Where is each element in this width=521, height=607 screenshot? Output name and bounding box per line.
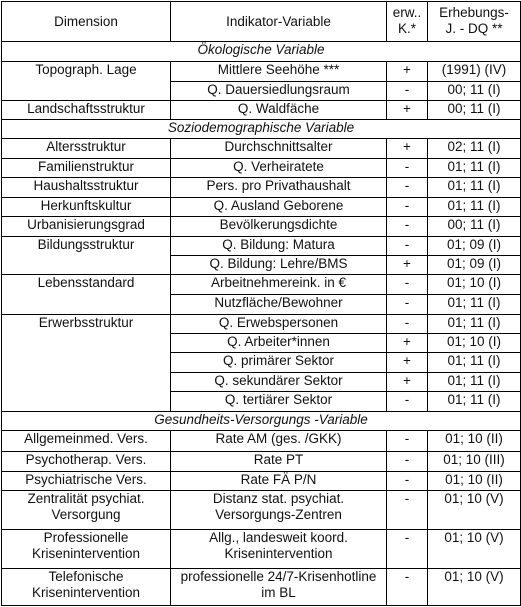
table-row	[2, 275, 521, 295]
cell-dimension	[2, 256, 171, 275]
cell-erw: -	[387, 568, 428, 605]
header-erhebung: Erhebungs- J. - DQ **	[428, 2, 521, 42]
cell-erw: -	[387, 178, 428, 197]
header-dimension: Dimension	[2, 2, 171, 42]
cell-erhebung: 01; 10 (V)	[428, 490, 521, 529]
cell-dimension: Zentralität psychiat. Versorgung	[2, 490, 171, 529]
table-row	[2, 333, 521, 352]
table-row	[2, 530, 521, 568]
table-row	[2, 490, 521, 529]
cell-indikator: professionelle 24/7-Krisenhotline im BL	[171, 568, 387, 605]
cell-indikator: Mittlere Seehöhe ***	[171, 62, 387, 81]
cell-erhebung: 01; 11 (I)	[428, 352, 521, 372]
cell-indikator: Q. Bildung: Lehre/BMS	[171, 256, 387, 275]
cell-dimension: Topograph. Lage	[2, 62, 171, 81]
table-row	[2, 352, 521, 372]
table-row	[2, 159, 521, 178]
cell-erhebung: 00; 11 (I)	[428, 216, 521, 236]
cell-indikator: Q. Erwebspersonen	[171, 314, 387, 333]
cell-dimension: Telefonische Krisenintervention	[2, 568, 171, 605]
cell-erw: -	[387, 81, 428, 100]
section-title: Soziodemographische Variable	[2, 119, 521, 138]
section-title: Gesundheits-Versorgungs -Variable	[2, 412, 521, 431]
cell-indikator: Allg., landesweit koord. Krisenintervention	[171, 530, 387, 568]
cell-erw: +	[387, 256, 428, 275]
cell-erw: +	[387, 333, 428, 352]
cell-erw: -	[387, 471, 428, 490]
cell-indikator: Distanz stat. psychiat. Versorgungs-Zentren	[171, 490, 387, 529]
cell-erw: +	[387, 352, 428, 372]
indicator-table	[1, 1, 521, 606]
cell-erhebung: 01; 10 (V)	[428, 530, 521, 568]
cell-dimension: Allgemeinmed. Vers.	[2, 431, 171, 451]
cell-dimension: Psychiatrische Vers.	[2, 471, 171, 490]
cell-indikator: Pers. pro Privathaushalt	[171, 178, 387, 197]
cell-dimension	[2, 372, 171, 391]
cell-indikator: Q. sekundärer Sektor	[171, 372, 387, 391]
cell-indikator: Arbeitnehmereink. in €	[171, 275, 387, 295]
cell-erhebung: 01; 10 (I)	[428, 275, 521, 295]
cell-indikator: Q. Dauersiedlungsraum	[171, 81, 387, 100]
cell-erw: -	[387, 295, 428, 314]
cell-dimension: Urbanisierungsgrad	[2, 216, 171, 236]
cell-indikator: Bevölkerungsdichte	[171, 216, 387, 236]
cell-indikator: Q. primärer Sektor	[171, 352, 387, 372]
cell-erw: -	[387, 431, 428, 451]
cell-erw: -	[387, 392, 428, 412]
cell-erw: +	[387, 372, 428, 391]
cell-erhebung: 02; 11 (I)	[428, 139, 521, 159]
table-row	[2, 451, 521, 471]
cell-indikator: Durchschnittsalter	[171, 139, 387, 159]
cell-erhebung: 01; 11 (I)	[428, 159, 521, 178]
cell-indikator: Q. Arbeiter*innen	[171, 333, 387, 352]
header-erw: erw.. K.*	[387, 2, 428, 42]
table-body	[2, 2, 521, 606]
cell-erw: +	[387, 100, 428, 119]
cell-erw: -	[387, 451, 428, 471]
cell-dimension	[2, 392, 171, 412]
header-indikator: Indikator-Variable	[171, 2, 387, 42]
table-row	[2, 216, 521, 236]
table-row	[2, 256, 521, 275]
table-row	[2, 178, 521, 197]
cell-indikator: Rate FÄ P/N	[171, 471, 387, 490]
cell-dimension: Altersstruktur	[2, 139, 171, 159]
cell-erw: -	[387, 216, 428, 236]
cell-dimension: Herkunftskultur	[2, 197, 171, 216]
cell-erhebung: 01; 11 (I)	[428, 372, 521, 391]
table-row	[2, 197, 521, 216]
cell-dimension	[2, 352, 171, 372]
section-row	[2, 412, 521, 431]
cell-erhebung: 01; 11 (I)	[428, 197, 521, 216]
cell-dimension: Erwerbsstruktur	[2, 314, 171, 333]
cell-dimension: Lebensstandard	[2, 275, 171, 295]
header-row	[2, 2, 521, 42]
cell-erhebung: 00; 11 (I)	[428, 81, 521, 100]
table-row	[2, 100, 521, 119]
table-row	[2, 431, 521, 451]
table-row	[2, 139, 521, 159]
cell-erhebung: 01; 11 (I)	[428, 314, 521, 333]
cell-erhebung: 01; 09 (I)	[428, 236, 521, 255]
cell-erhebung: 01; 10 (V)	[428, 568, 521, 605]
cell-dimension: Haushaltsstruktur	[2, 178, 171, 197]
cell-erhebung: 00; 11 (I)	[428, 100, 521, 119]
cell-dimension: Professionelle Krisenintervention	[2, 530, 171, 568]
table-row	[2, 471, 521, 490]
cell-erhebung: (1991) (IV)	[428, 62, 521, 81]
table-row	[2, 236, 521, 255]
cell-erw: -	[387, 490, 428, 529]
section-row	[2, 42, 521, 62]
cell-erw: -	[387, 530, 428, 568]
cell-indikator: Q. Ausland Geborene	[171, 197, 387, 216]
cell-dimension: Bildungsstruktur	[2, 236, 171, 255]
cell-erhebung: 01; 11 (I)	[428, 392, 521, 412]
cell-erw: -	[387, 197, 428, 216]
cell-erhebung: 01; 10 (I)	[428, 333, 521, 352]
cell-dimension	[2, 81, 171, 100]
cell-dimension: Psychotherap. Vers.	[2, 451, 171, 471]
table-row	[2, 372, 521, 391]
cell-erhebung: 01; 11 (I)	[428, 178, 521, 197]
table-row	[2, 81, 521, 100]
cell-erhebung: 01; 10 (II)	[428, 431, 521, 451]
table-row	[2, 62, 521, 81]
cell-erw: -	[387, 236, 428, 255]
table-row	[2, 314, 521, 333]
cell-dimension	[2, 295, 171, 314]
table-row	[2, 568, 521, 605]
cell-indikator: Rate AM (ges. /GKK)	[171, 431, 387, 451]
cell-indikator: Nutzfläche/Bewohner	[171, 295, 387, 314]
cell-indikator: Q. Waldfäche	[171, 100, 387, 119]
cell-erw: -	[387, 275, 428, 295]
cell-erhebung: 01; 10 (III)	[428, 451, 521, 471]
cell-erhebung: 01; 09 (I)	[428, 256, 521, 275]
cell-indikator: Q. tertiärer Sektor	[171, 392, 387, 412]
cell-erhebung: 01; 11 (I)	[428, 295, 521, 314]
table-row	[2, 392, 521, 412]
section-row	[2, 119, 521, 138]
cell-dimension: Landschaftsstruktur	[2, 100, 171, 119]
cell-erw: +	[387, 139, 428, 159]
cell-erhebung: 01; 10 (II)	[428, 471, 521, 490]
table-row	[2, 295, 521, 314]
cell-dimension: Familienstruktur	[2, 159, 171, 178]
cell-dimension	[2, 333, 171, 352]
cell-erw: +	[387, 62, 428, 81]
section-title: Ökologische Variable	[2, 42, 521, 62]
cell-indikator: Q. Verheiratete	[171, 159, 387, 178]
cell-erw: -	[387, 314, 428, 333]
cell-indikator: Rate PT	[171, 451, 387, 471]
cell-indikator: Q. Bildung: Matura	[171, 236, 387, 255]
cell-erw: -	[387, 159, 428, 178]
